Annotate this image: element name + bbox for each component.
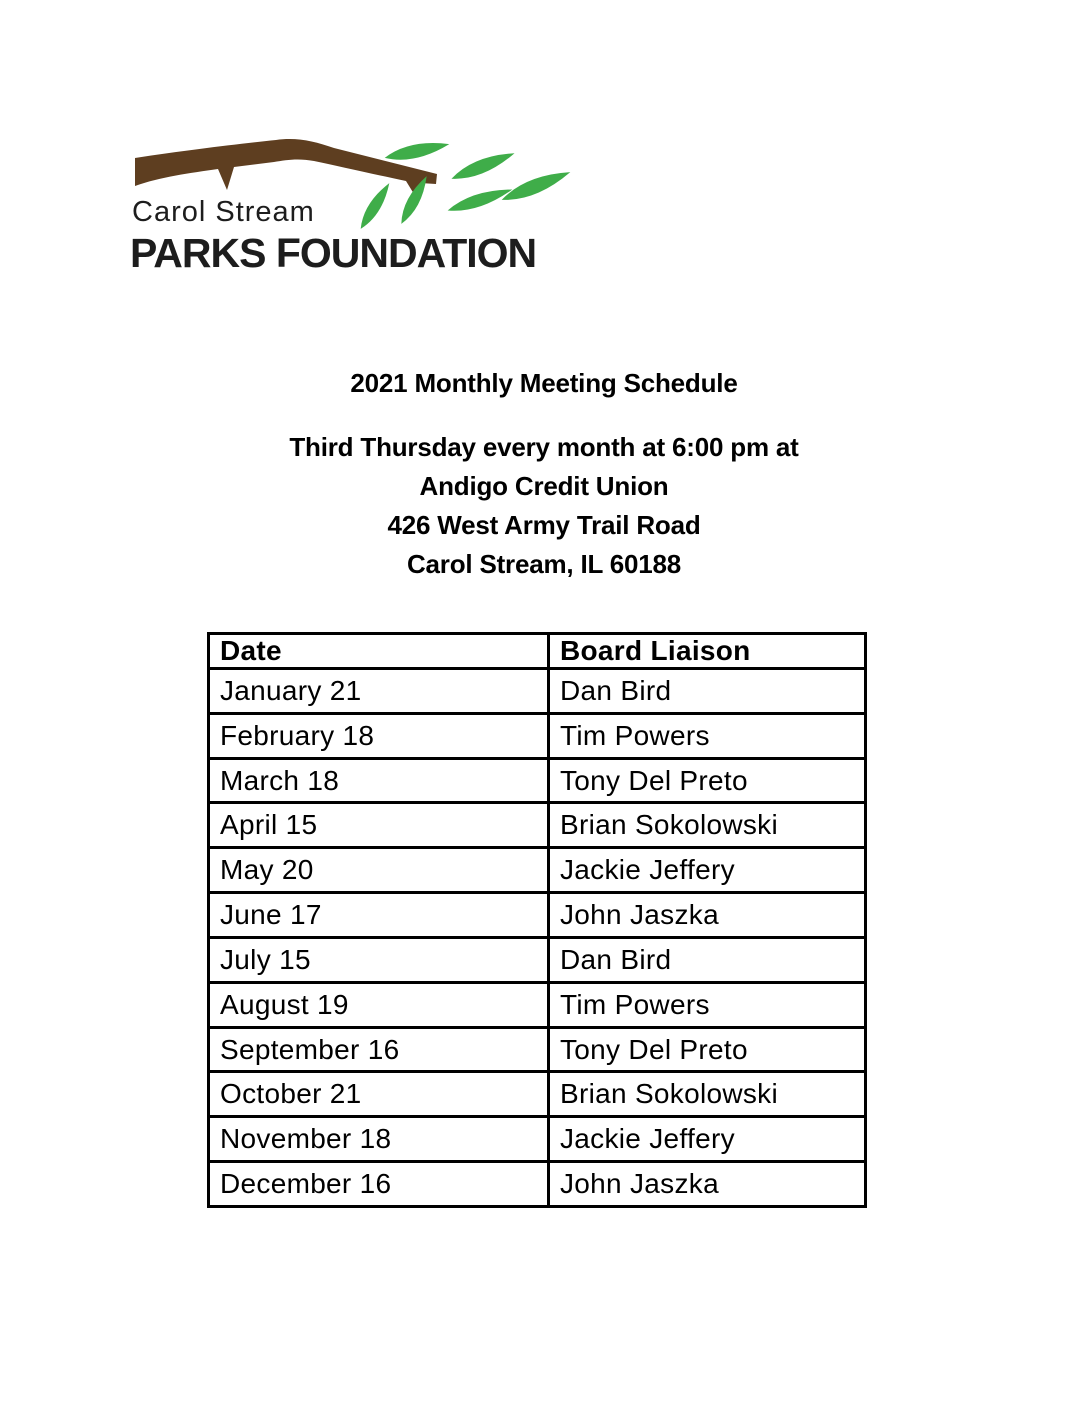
table-row: [209, 758, 866, 803]
leaf-icon: [499, 166, 573, 207]
logo-name-line: Carol Stream: [132, 196, 315, 228]
date-column-header: Date: [209, 634, 549, 669]
date-cell: May 20: [209, 848, 549, 893]
date-cell: November 18: [209, 1117, 549, 1162]
liaison-cell: John Jaszka: [549, 1162, 866, 1207]
leaf-icon: [449, 147, 517, 185]
liaison-cell: Jackie Jeffery: [549, 848, 866, 893]
board-liaison-column-header: Board Liaison: [549, 634, 866, 669]
leaf-icon: [383, 138, 450, 165]
table-row: [209, 848, 866, 893]
date-cell: October 21: [209, 1072, 549, 1117]
liaison-cell: Tony Del Preto: [549, 1027, 866, 1072]
meeting-info: [0, 428, 1088, 584]
meeting-info-line: Andigo Credit Union: [419, 471, 669, 501]
table-row: [209, 669, 866, 714]
liaison-cell: Dan Bird: [549, 937, 866, 982]
meeting-info-line: 426 West Army Trail Road: [387, 510, 701, 540]
branch-icon: [135, 139, 437, 194]
date-cell: February 18: [209, 713, 549, 758]
date-cell: September 16: [209, 1027, 549, 1072]
table-row: [209, 982, 866, 1027]
leaves-icon: [356, 138, 573, 232]
page-title: 2021 Monthly Meeting Schedule: [350, 368, 738, 398]
liaison-cell: Tim Powers: [549, 982, 866, 1027]
date-cell: December 16: [209, 1162, 549, 1207]
date-cell: August 19: [209, 982, 549, 1027]
table-row: [209, 1027, 866, 1072]
liaison-cell: Brian Sokolowski: [549, 803, 866, 848]
liaison-cell: Tim Powers: [549, 713, 866, 758]
table-row: [209, 1162, 866, 1207]
liaison-cell: Jackie Jeffery: [549, 1117, 866, 1162]
date-cell: April 15: [209, 803, 549, 848]
schedule-table: [207, 632, 867, 1208]
logo-wordmark-line: PARKS FOUNDATION: [130, 230, 537, 276]
table-row: [209, 937, 866, 982]
table-header-row: [209, 634, 866, 669]
liaison-cell: Tony Del Preto: [549, 758, 866, 803]
table-row: [209, 713, 866, 758]
date-cell: July 15: [209, 937, 549, 982]
table-row: [209, 893, 866, 938]
liaison-cell: John Jaszka: [549, 893, 866, 938]
logo: [128, 116, 590, 291]
liaison-cell: Dan Bird: [549, 669, 866, 714]
table-row: [209, 803, 866, 848]
date-cell: June 17: [209, 893, 549, 938]
table-row: [209, 1072, 866, 1117]
leaf-icon: [446, 184, 514, 217]
schedule-table-body: [209, 669, 866, 1207]
table-row: [209, 1117, 866, 1162]
meeting-info-line: Carol Stream, IL 60188: [406, 549, 682, 579]
liaison-cell: Brian Sokolowski: [549, 1072, 866, 1117]
date-cell: March 18: [209, 758, 549, 803]
leaf-icon: [356, 180, 394, 232]
date-cell: January 21: [209, 669, 549, 714]
meeting-info-line: Third Thursday every month at 6:00 pm at: [289, 432, 799, 462]
